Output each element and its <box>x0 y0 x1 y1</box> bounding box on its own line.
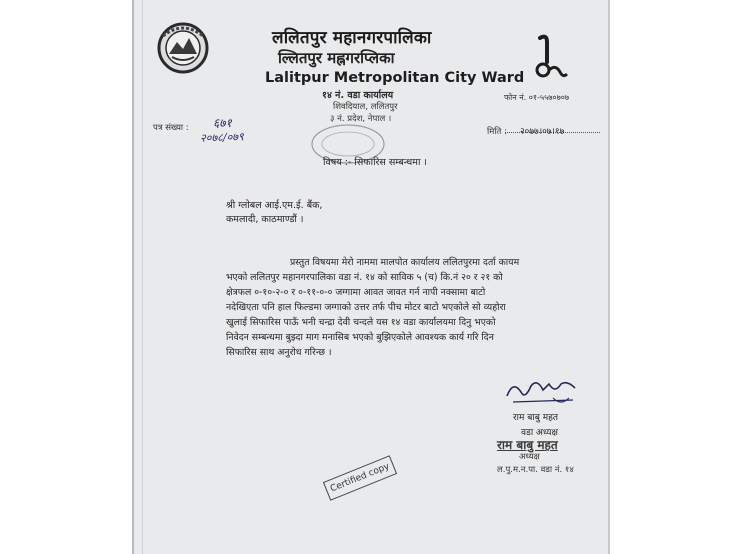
date-label: मिति : <box>487 127 507 137</box>
body-line: नदेखिएता पनि हाल फिल्डमा जग्गाको उत्तर तर्फ पीच मोटर बाटो भएकोले सो व्यहोरा <box>226 302 506 313</box>
body-line: क्षेत्रफल ०-१०-२-० र ०-११-०-० जग्गामा आवत जावत गर्न नापी नक्सामा बाटो <box>226 287 486 298</box>
address-line-1: शिवदियाल, ललितपुर <box>333 102 398 112</box>
signature-stamp-name: राम बाबु महत <box>497 438 558 452</box>
certified-copy-stamp: Certified copy <box>323 455 397 501</box>
recipient-line-1: श्री ग्लोबल आई.एम.ई. बैंक, <box>226 200 323 211</box>
reference-year-handwritten: २०७८/०७९ <box>199 130 244 145</box>
body-line: प्रस्तुत विषयमा मेरो नाममा मालपोत कार्यालय ललितपुरमा दर्ता कायम <box>290 257 520 268</box>
body-line: सिफारिस साथ अनुरोध गरिन्छ । <box>226 347 332 358</box>
signature-stamp-title: अध्यक्ष <box>519 452 540 462</box>
body-line: खुलाई सिफारिस पाऊँ भनी चन्द्रा देवी चन्दले यस १४ वडा कार्यालयमा दिनु भएको <box>226 317 496 328</box>
date-value: २०७७।०७।१७ <box>520 127 565 137</box>
emblem-icon <box>157 22 209 74</box>
office-title-local-script: ल्लितपुर मह्नगरप्लिका <box>278 49 395 67</box>
subject-line: विषय :- सिफारिस सम्बन्धमा । <box>323 157 428 168</box>
signatory-title: वडा अध्यक्ष <box>521 428 558 438</box>
signature-icon <box>503 376 583 410</box>
signatory-name: राम बाबु महत <box>513 413 559 423</box>
address-line-2: ३ नं. प्रदेश, नेपाल । <box>330 114 392 124</box>
signature-stamp-office: ल.पु.म.न.पा. वडा नं. १४ <box>497 465 574 475</box>
body-line: निवेदन सम्बन्धमा बुझ्दा माग मनासिब भएको बुझिएकोले आवश्यक कार्य गरि दिन <box>226 332 494 343</box>
paper-fold-line <box>142 0 143 554</box>
office-title-english: Lalitpur Metropolitan City Ward <box>265 70 525 86</box>
office-title-nepali: ललितपुर महानगरपालिका <box>272 28 432 48</box>
ward-office-name: १४ नं. वडा कार्यालय <box>322 90 394 101</box>
ward-logo-icon <box>530 32 568 82</box>
reference-label: पत्र संख्या : <box>153 123 189 133</box>
scan-margin <box>0 0 132 554</box>
reference-number-handwritten: ६७१ <box>213 116 232 130</box>
recipient-line-2: कमलादी, काठमाण्डौं । <box>226 214 304 225</box>
phone-number: फोन नं. ०१-५५७०७०७ <box>504 93 570 102</box>
body-line: भएको ललितपुर महानगरपालिका वडा नं. १४ को साविक ५ (च) कि.नं २० र २१ को <box>226 272 503 283</box>
